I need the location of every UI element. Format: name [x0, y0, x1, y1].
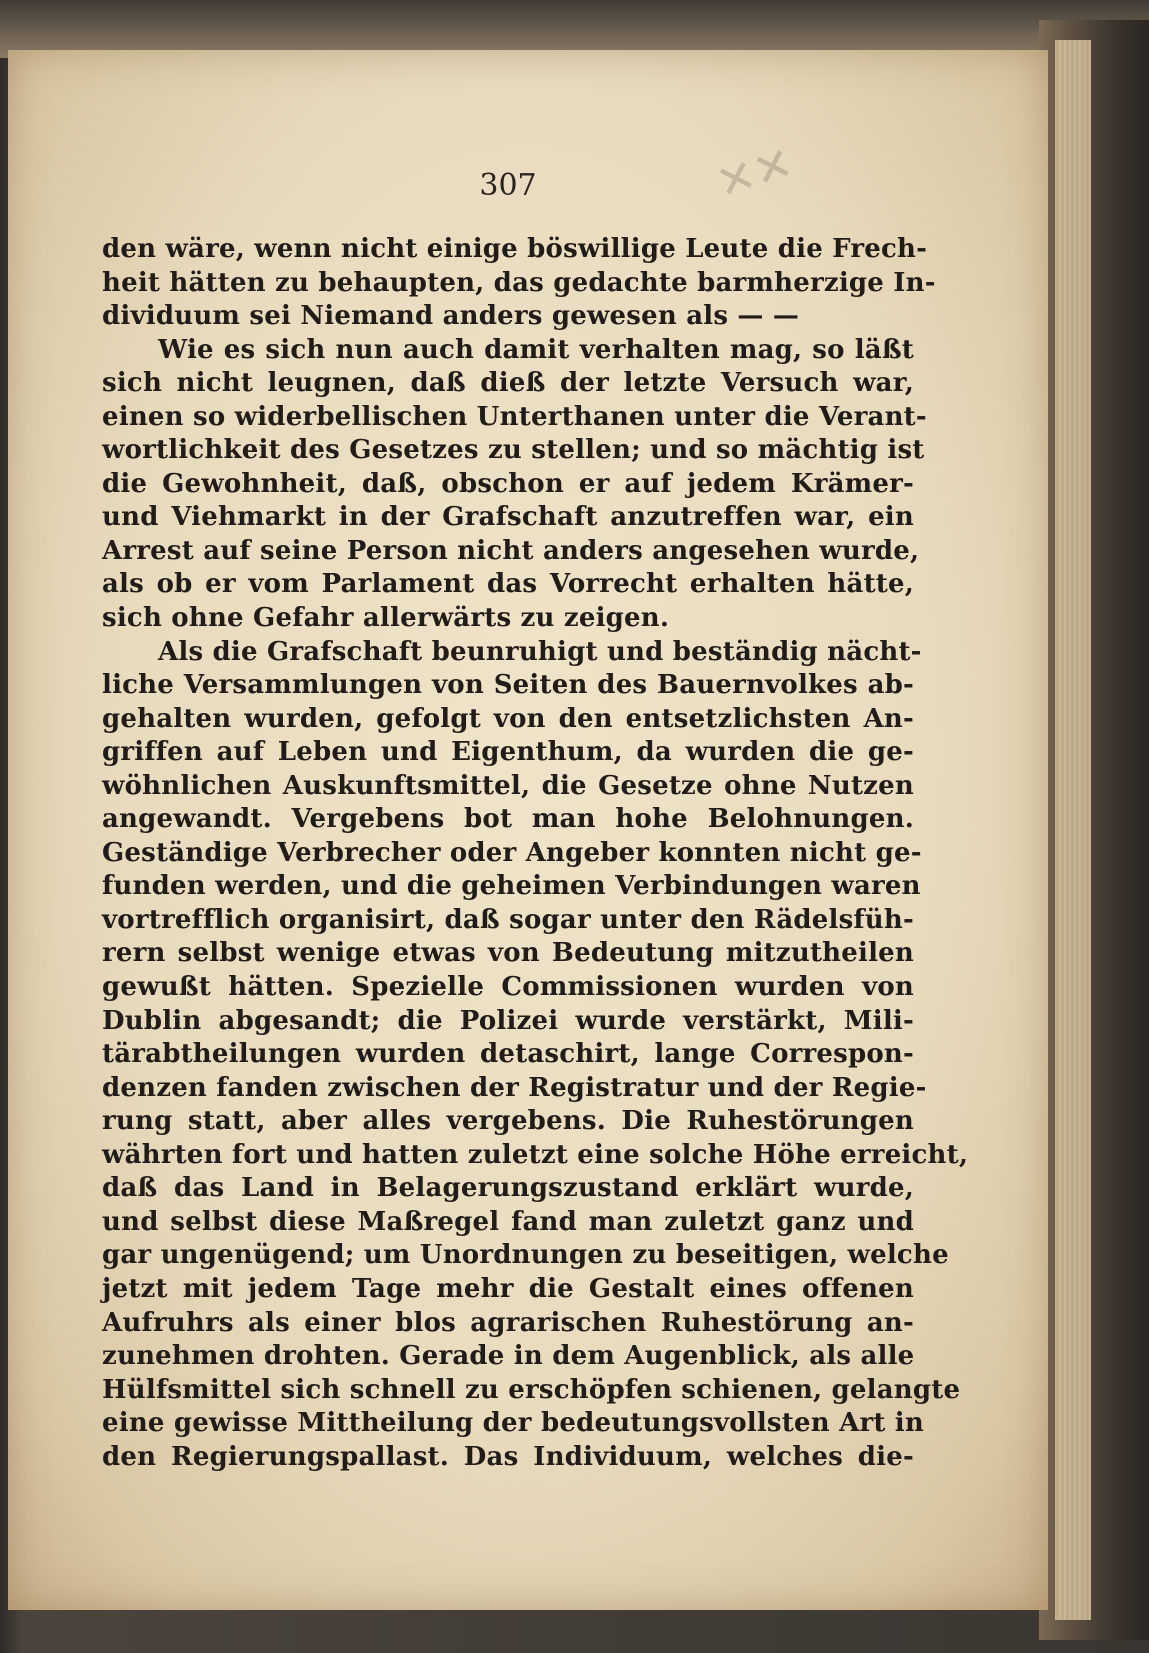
text-line: und selbst diese Maßregel fand man zuletzt ganz und [102, 1206, 914, 1237]
book-page [8, 50, 1048, 1610]
text-line: währten fort und hatten zuletzt eine solche Höhe erreicht, [102, 1139, 969, 1170]
text-line: die Gewohnheit, daß, obschon er auf jedem Krämer- [102, 468, 914, 499]
text-line: Als die Grafschaft beunruhigt und beständig nächt- [158, 636, 922, 667]
text-line: angewandt. Vergebens bot man hohe Belohnungen. [102, 804, 914, 835]
page-number: 307 [479, 168, 537, 203]
body-text [102, 233, 969, 1474]
text-line: eine gewisse Mittheilung der bedeutungsvollsten Art in [102, 1408, 924, 1439]
text-line: denzen fanden zwischen der Registratur und der Regie- [102, 1072, 927, 1103]
page-stack-edge [1055, 40, 1091, 1620]
text-line: funden werden, und die geheimen Verbindungen waren [102, 871, 921, 902]
text-line: wöhnlichen Auskunftsmittel, die Gesetze ohne Nutzen [102, 770, 914, 801]
text-line: rung statt, aber alles vergebens. Die Ruhestörungen [102, 1106, 914, 1137]
text-line: Arrest auf seine Person nicht anders angesehen wurde, [102, 535, 920, 566]
text-line: wortlichkeit des Gesetzes zu stellen; und so mächtig ist [102, 435, 925, 466]
text-line: sich nicht leugnen, daß dieß der letzte Versuch war, [102, 368, 914, 399]
text-line: Dublin abgesandt; die Polizei wurde verstärkt, Mili- [102, 1005, 914, 1036]
text-line: den Regierungspallast. Das Individuum, welches die- [102, 1441, 914, 1472]
text-line: Geständige Verbrecher oder Angeber konnten nicht ge- [102, 837, 922, 868]
text-line: gar ungenügend; um Unordnungen zu beseitigen, welche [102, 1240, 949, 1271]
text-line: und Viehmarkt in der Grafschaft anzutreffen war, ein [102, 502, 914, 533]
text-line: gehalten wurden, gefolgt von den entsetzlichsten An- [102, 703, 914, 734]
text-line: vortrefflich organisirt, daß sogar unter den Rädelsfüh- [102, 904, 914, 935]
text-line: dividuum sei Niemand anders gewesen als — — [102, 301, 800, 332]
text-line: liche Versammlungen von Seiten des Bauernvolkes ab- [102, 670, 914, 701]
text-line: gewußt hätten. Spezielle Commissionen wurden von [102, 972, 914, 1003]
text-line: als ob er vom Parlament das Vorrecht erhalten hätte, [102, 569, 914, 600]
text-line: den wäre, wenn nicht einige böswillige Leute die Frech- [102, 234, 928, 264]
text-line: jetzt mit jedem Tage mehr die Gestalt eines offenen [102, 1273, 914, 1304]
text-line: heit hätten zu behaupten, das gedachte barmherzige In- [102, 267, 936, 298]
pencil-mark: ✕✕ [709, 135, 800, 211]
text-line: rern selbst wenige etwas von Bedeutung mitzutheilen [102, 938, 914, 969]
text-line: griffen auf Leben und Eigenthum, da wurden die ge- [102, 737, 914, 768]
text-line: sich ohne Gefahr allerwärts zu zeigen. [102, 603, 670, 634]
text-line: tärabtheilungen wurden detaschirt, lange Correspon- [102, 1039, 914, 1070]
text-line: Hülfsmittel sich schnell zu erschöpfen schienen, gelangte [102, 1374, 961, 1405]
text-line: zunehmen drohten. Gerade in dem Augenblick, als alle [102, 1341, 915, 1372]
text-line: daß das Land in Belagerungszustand erklärt wurde, [102, 1173, 914, 1204]
text-line: Wie es sich nun auch damit verhalten mag, so läßt [158, 334, 914, 365]
text-line: einen so widerbellischen Unterthanen unter die Verant- [102, 401, 927, 432]
text-line: Aufruhrs als einer blos agrarischen Ruhestörung an- [102, 1307, 914, 1338]
